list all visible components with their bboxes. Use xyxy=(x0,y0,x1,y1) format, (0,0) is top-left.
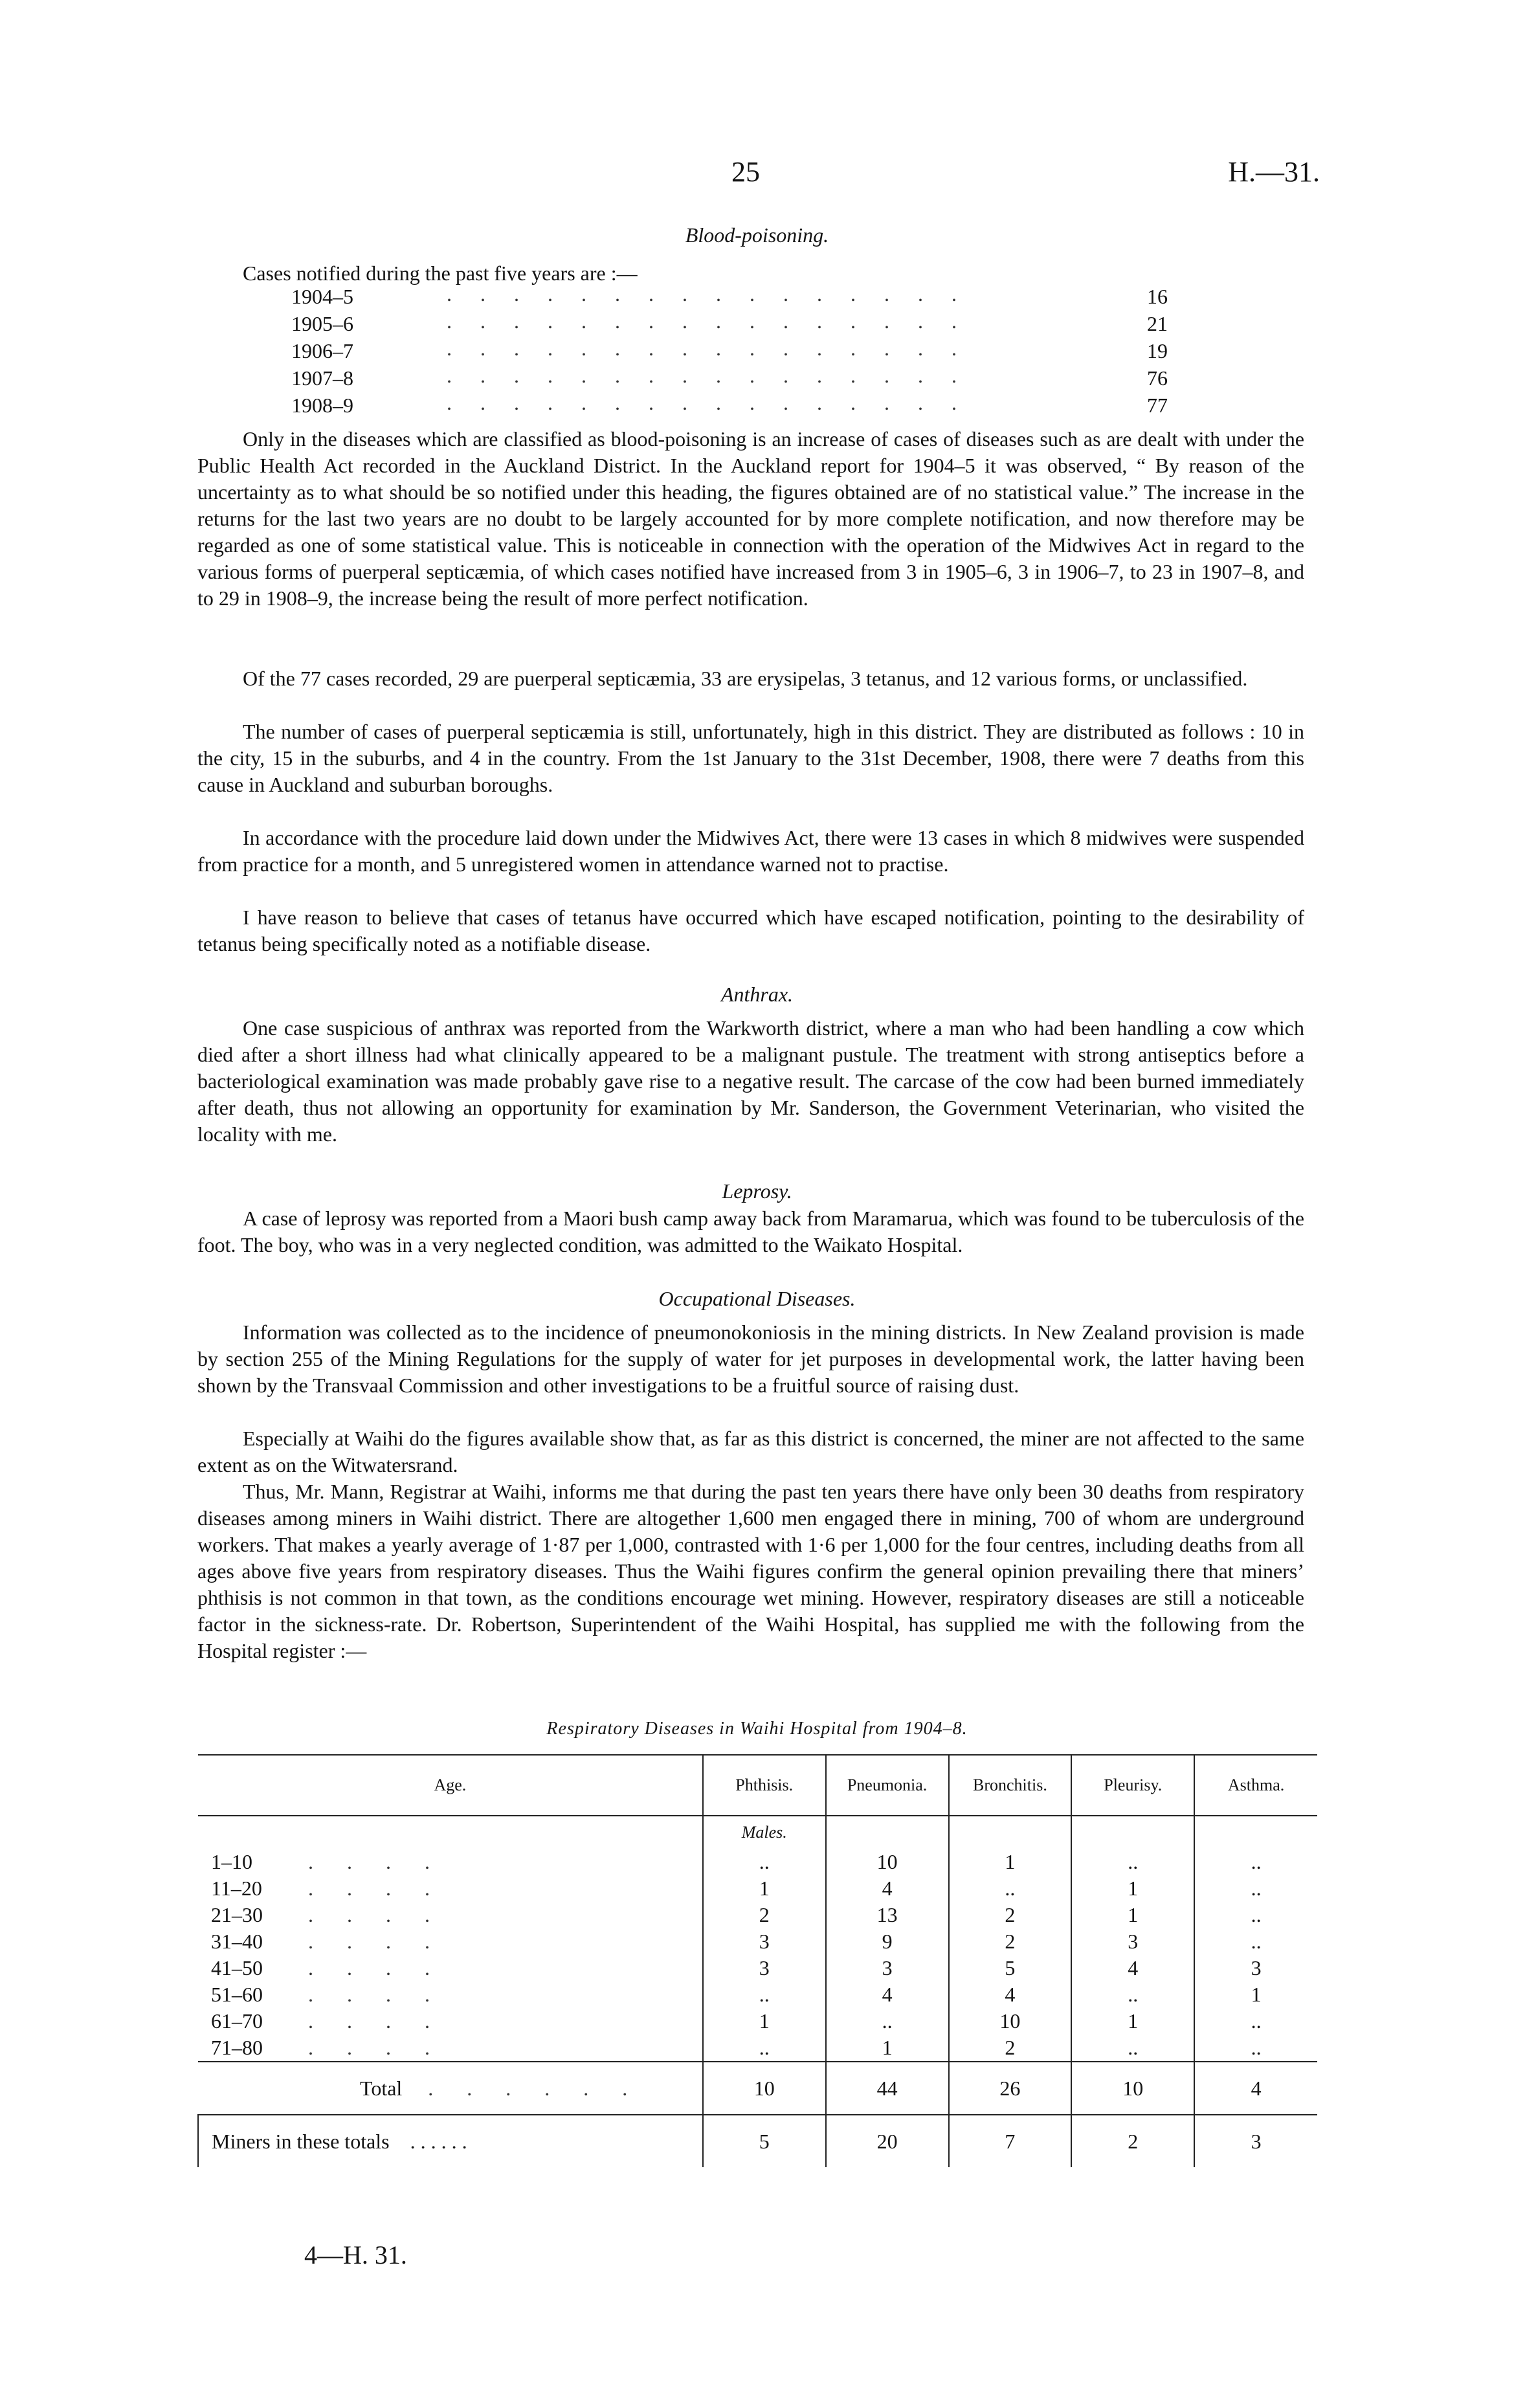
miners-label: Miners in these totals xyxy=(212,2129,390,2153)
year-row xyxy=(291,339,1197,365)
males-subheading-row xyxy=(198,1816,1317,1849)
blood-paragraph: The number of cases of puerperal septicæmia is still, unfortunately, high in this district. They are distributed as follows : 10 in the city, 15 in the suburbs, and 4 in the country. From the 1st January to the 31st December, 1908, there were 7 deaths from this cause in Auckland and suburban boroughs. xyxy=(197,720,1304,796)
age-range: 31–40 xyxy=(211,1930,263,1953)
cell-phthisis: .. xyxy=(703,2035,826,2062)
table-header-row xyxy=(198,1755,1317,1816)
year-label: 1908–9 xyxy=(291,394,353,417)
table-row xyxy=(198,1875,1317,1902)
leader-dots: . . . . xyxy=(308,2009,444,2033)
column-header-phthisis: Phthisis. xyxy=(703,1755,826,1816)
cell-asthma: .. xyxy=(1194,1928,1317,1955)
total-pleurisy: 10 xyxy=(1071,2062,1194,2115)
cell-bronchitis: 1 xyxy=(949,1849,1072,1875)
cell-bronchitis: 2 xyxy=(949,1902,1072,1928)
total-row xyxy=(198,2062,1317,2115)
leader-dots: . . . . xyxy=(308,1877,444,1900)
cell-asthma: .. xyxy=(1194,1902,1317,1928)
leader-dots: . . . . . . xyxy=(410,2129,467,2153)
cell-pneumonia: 4 xyxy=(826,1981,949,2008)
cell-pleurisy: 3 xyxy=(1071,1928,1194,1955)
year-cases: 16 xyxy=(1147,285,1168,308)
table-row xyxy=(198,1902,1317,1928)
cell-asthma: .. xyxy=(1194,1875,1317,1902)
cell-pneumonia: 10 xyxy=(826,1849,949,1875)
occupational-paragraph: Thus, Mr. Mann, Registrar at Waihi, informs me that during the past ten years there have only been 30 deaths from respiratory diseases among miners in Waihi district. There are altogether 1,600 men engaged there in mining, 700 of whom are underground workers. That makes a yearly average of 1·87 per 1,000, contrasted with 1·6 per 1,000 for the four centres, including deaths from all ages above five years from respiratory diseases. Thus the Waihi figures confirm the general opinion prevailing there that miners’ phthisis is not common in that town, as the conditions encourage wet mining. However, respiratory diseases are still a noticeable factor in the sickness-rate. Dr. Robertson, Superintendent of the Waihi Hospital, has supplied me with the following from the Hospital register :— xyxy=(197,1480,1304,1662)
total-phthisis: 10 xyxy=(703,2062,826,2115)
table-row xyxy=(198,2035,1317,2062)
cell-bronchitis: .. xyxy=(949,1875,1072,1902)
cell-phthisis: 3 xyxy=(703,1928,826,1955)
year-label: 1904–5 xyxy=(291,285,353,308)
age-range: 21–30 xyxy=(211,1903,263,1926)
leader-dots: . . . . . . . . . . . . . . . . xyxy=(447,282,968,306)
year-label: 1906–7 xyxy=(291,339,353,362)
cell-pleurisy: 1 xyxy=(1071,1902,1194,1928)
cell-asthma: 3 xyxy=(1194,1955,1317,1981)
miners-bronchitis: 7 xyxy=(949,2115,1072,2167)
cell-pleurisy: .. xyxy=(1071,1981,1194,2008)
total-asthma: 4 xyxy=(1194,2062,1317,2115)
table-row xyxy=(198,1849,1317,1875)
column-header-asthma: Asthma. xyxy=(1194,1755,1317,1816)
leader-dots: . . . . . . . . . . . . . . . . xyxy=(447,309,968,333)
anthrax-paragraph: One case suspicious of anthrax was reported from the Warkworth district, where a man who had been handling a cow which died after a short illness had what clinically appeared to be a malignant pustule. The treatment with strong antiseptics before a bacteriological examination was made probably gave rise to a negative result. The carcase of the cow had been burned immediately after death, thus not allowing an opportunity for examination by Mr. Sanderson, the Government Veterinarian, who visited the locality with me. xyxy=(197,1016,1304,1146)
year-cases: 77 xyxy=(1147,394,1168,417)
page-header xyxy=(0,155,1514,194)
cell-bronchitis: 5 xyxy=(949,1955,1072,1981)
cell-bronchitis: 10 xyxy=(949,2008,1072,2035)
year-cases: 21 xyxy=(1147,312,1168,335)
column-header-pleurisy: Pleurisy. xyxy=(1071,1755,1194,1816)
year-cases: 19 xyxy=(1147,339,1168,362)
anthrax-heading: Anthrax. xyxy=(720,983,794,1006)
cell-pleurisy: 1 xyxy=(1071,1875,1194,1902)
cell-asthma: .. xyxy=(1194,1849,1317,1875)
total-pneumonia: 44 xyxy=(826,2062,949,2115)
leader-dots: . . . . . . . . . . . . . . . . xyxy=(447,391,968,414)
leader-dots: . . . . . . . . . . . . . . . . xyxy=(447,337,968,360)
cell-pleurisy: 4 xyxy=(1071,1955,1194,1981)
blood-paragraph: I have reason to believe that cases of tetanus have occurred which have escaped notification, pointing to the desirability of tetanus being specifically noted as a notifiable disease. xyxy=(197,906,1304,955)
leader-dots: . . . . xyxy=(308,2036,444,2059)
blood-intro: Cases notified during the past five years are :— xyxy=(243,262,638,285)
table-row xyxy=(198,1955,1317,1981)
cell-bronchitis: 2 xyxy=(949,1928,1072,1955)
cell-pleurisy: .. xyxy=(1071,2035,1194,2062)
page-reference: H.—31. xyxy=(1228,156,1320,188)
year-label: 1907–8 xyxy=(291,366,353,390)
cell-bronchitis: 4 xyxy=(949,1981,1072,2008)
column-header-bronchitis: Bronchitis. xyxy=(949,1755,1072,1816)
cell-pleurisy: .. xyxy=(1071,1849,1194,1875)
column-header-age: Age. xyxy=(198,1755,703,1816)
cell-phthisis: 2 xyxy=(703,1902,826,1928)
occupational-paragraph: Especially at Waihi do the figures available show that, as far as this district is concerned, the miner are not affected to the same extent as on the Witwatersrand. xyxy=(197,1427,1304,1477)
total-bronchitis: 26 xyxy=(949,2062,1072,2115)
cell-pneumonia: 9 xyxy=(826,1928,949,1955)
leader-dots: . . . . xyxy=(308,1903,444,1926)
cell-pneumonia: 13 xyxy=(826,1902,949,1928)
cell-phthisis: .. xyxy=(703,1849,826,1875)
year-row xyxy=(291,391,1197,419)
miners-phthisis: 5 xyxy=(703,2115,826,2167)
cell-phthisis: 1 xyxy=(703,1875,826,1902)
cell-phthisis: 3 xyxy=(703,1955,826,1981)
cell-phthisis: .. xyxy=(703,1981,826,2008)
occupational-heading: Occupational Diseases. xyxy=(658,1287,856,1310)
cell-pneumonia: 1 xyxy=(826,2035,949,2062)
signature-mark: 4—H. 31. xyxy=(304,2240,407,2269)
miners-pneumonia: 20 xyxy=(826,2115,949,2167)
column-header-pneumonia: Pneumonia. xyxy=(826,1755,949,1816)
table-row xyxy=(198,2008,1317,2035)
blood-poisoning-heading: Blood-poisoning. xyxy=(685,223,829,247)
age-range: 1–10 xyxy=(211,1850,252,1873)
leader-dots: . . . . . . . . . . . . . . . . xyxy=(447,364,968,387)
age-range: 71–80 xyxy=(211,2036,263,2059)
page-number: 25 xyxy=(731,156,760,188)
leader-dots: . . . . xyxy=(308,1930,444,1953)
miners-pleurisy: 2 xyxy=(1071,2115,1194,2167)
age-range: 41–50 xyxy=(211,1956,263,1979)
total-label: Total xyxy=(360,2076,403,2100)
cell-asthma: .. xyxy=(1194,2008,1317,2035)
males-subheading: Males. xyxy=(703,1816,826,1849)
cell-asthma: 1 xyxy=(1194,1981,1317,2008)
leprosy-paragraph: A case of leprosy was reported from a Maori bush camp away back from Maramarua, which was found to be tuberculosis of the foot. The boy, who was in a very neglected condition, was admitted to the Waikato Hospital. xyxy=(197,1207,1304,1256)
table-caption: Respiratory Diseases in Waihi Hospital from 1904–8. xyxy=(546,1719,968,1739)
leader-dots: . . . . . . xyxy=(428,2076,642,2100)
occupational-paragraph: Information was collected as to the incidence of pneumonokoniosis in the mining districts. In New Zealand provision is made by section 255 of the Mining Regulations for the supply of water for jet purposes in developmental work, the latter having been shown by the Transvaal Commission and other investigations to be a fruitful source of raising dust. xyxy=(197,1321,1304,1397)
year-row xyxy=(291,366,1197,392)
cell-bronchitis: 2 xyxy=(949,2035,1072,2062)
blood-paragraph: Of the 77 cases recorded, 29 are puerperal septicæmia, 33 are erysipelas, 3 tetanus, and 12 various forms, or unclassified. xyxy=(243,667,1248,690)
cell-phthisis: 1 xyxy=(703,2008,826,2035)
cell-asthma: .. xyxy=(1194,2035,1317,2062)
year-row xyxy=(291,282,1197,311)
leader-dots: . . . . xyxy=(308,1983,444,2006)
age-range: 61–70 xyxy=(211,2009,263,2033)
table-row xyxy=(198,1928,1317,1955)
miners-asthma: 3 xyxy=(1194,2115,1317,2167)
cell-pleurisy: 1 xyxy=(1071,2008,1194,2035)
age-range: 51–60 xyxy=(211,1983,263,2006)
age-range: 11–20 xyxy=(211,1877,262,1900)
year-label: 1905–6 xyxy=(291,312,353,335)
blood-paragraph: In accordance with the procedure laid down under the Midwives Act, there were 13 cases in which 8 midwives were suspended from practice for a month, and 5 unregistered women in attendance warned not to practise. xyxy=(197,826,1304,876)
year-cases: 76 xyxy=(1147,366,1168,390)
cell-pneumonia: .. xyxy=(826,2008,949,2035)
blood-paragraph: Only in the diseases which are classified as blood-poisoning is an increase of cases of diseases such as are dealt with under the Public Health Act recorded in the Auckland District. In the Auckland report for 1904–5 it was observed, “ By reason of the uncertainty as to what should be so notified under this heading, the figures obtained are of no statistical value.” The increase in the returns for the last two years are no doubt to be largely accounted for by more complete notification, and now therefore may be regarded as one of some statistical value. This is noticeable in connection with the operation of the Midwives Act in regard to the various forms of puerperal septicæmia, of which cases notified have increased from 3 in 1905–6, 3 in 1906–7, to 23 in 1907–8, and to 29 in 1908–9, the increase being the result of more perfect notification. xyxy=(197,427,1304,610)
leader-dots: . . . . xyxy=(308,1956,444,1979)
miners-row xyxy=(198,2115,1317,2167)
cell-pneumonia: 4 xyxy=(826,1875,949,1902)
leprosy-heading: Leprosy. xyxy=(722,1179,792,1203)
leader-dots: . . . . xyxy=(308,1850,444,1873)
table-row xyxy=(198,1981,1317,2008)
respiratory-diseases-table xyxy=(197,1754,1317,2167)
cell-pneumonia: 3 xyxy=(826,1955,949,1981)
year-row xyxy=(291,309,1197,338)
